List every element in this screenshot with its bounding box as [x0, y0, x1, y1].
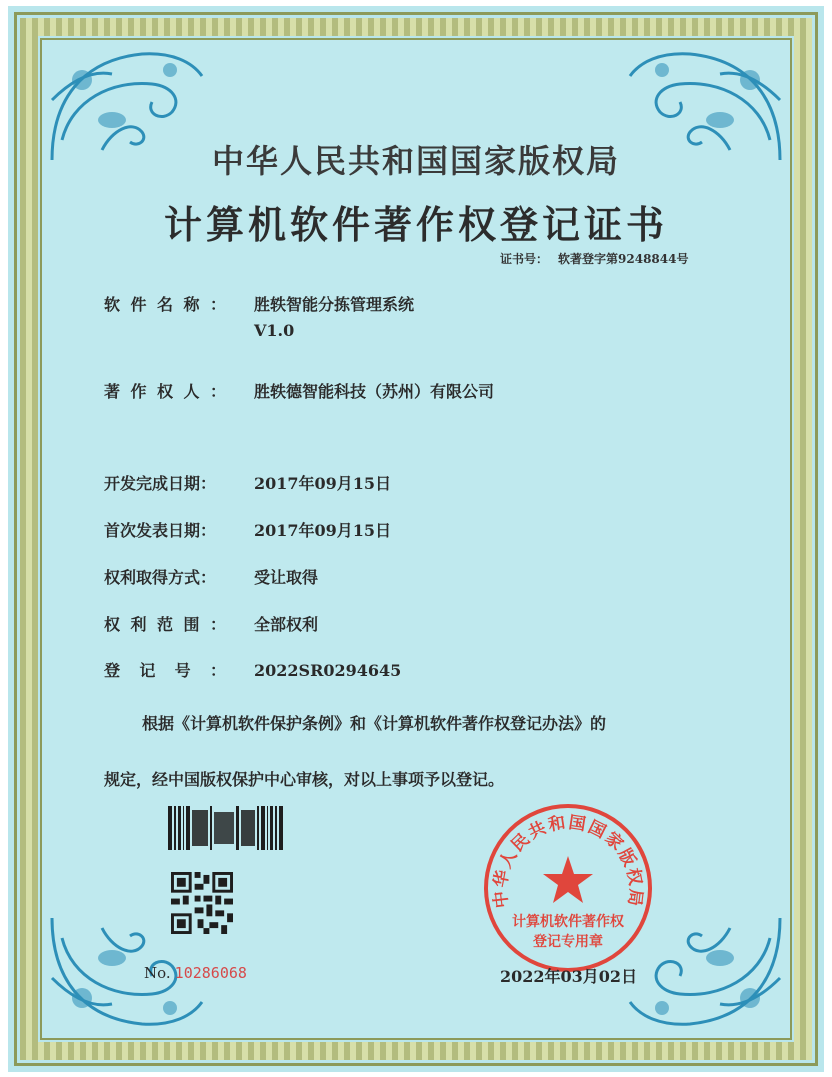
field-value: 2022SR0294645	[254, 661, 402, 680]
serial-number	[144, 964, 247, 982]
cert-no-label: 证书号：	[500, 252, 549, 266]
field-registration-no	[104, 658, 401, 681]
cert-no-value: 软著登字第9248844号	[558, 252, 689, 266]
statement-line-2: 规定，经中国版权保护中心审核，对以上事项予以登记。	[104, 770, 505, 789]
certificate	[8, 6, 824, 1072]
registration-statement	[104, 696, 724, 808]
seal-center-line-1: 计算机软件著作权	[512, 914, 624, 930]
field-value: 受让取得	[254, 568, 319, 587]
field-label: 首次发表日期：	[104, 521, 217, 540]
statement-line-1: 根据《计算机软件保护条例》和《计算机软件著作权登记办法》的	[142, 714, 607, 733]
field-value: 2017年09月15日	[254, 474, 392, 493]
field-label: 登记号：	[104, 661, 226, 680]
authority-title: 中华人民共和国国家版权局	[211, 142, 620, 180]
field-label: 权利取得方式：	[104, 568, 217, 587]
field-label: 权利范围：	[104, 615, 226, 634]
field-value: 2017年09月15日	[254, 521, 392, 540]
field-copyright-owner	[104, 379, 494, 402]
field-value: 胜轶德智能科技（苏州）有限公司	[254, 382, 495, 401]
qr-code-icon	[171, 872, 233, 934]
seal-star-icon	[543, 856, 593, 903]
field-acquisition-method	[104, 565, 318, 588]
field-value: 胜轶智能分拣管理系统	[254, 295, 415, 314]
field-dev-complete-date	[104, 471, 391, 494]
field-software-name	[104, 292, 414, 340]
software-version: V1.0	[254, 321, 295, 340]
certificate-title: 计算机软件著作权登记证书	[163, 202, 668, 247]
field-label: 软件名称：	[104, 295, 226, 314]
barcode-icon	[168, 806, 283, 850]
field-label: 开发完成日期：	[104, 474, 217, 493]
serial-label: No.	[144, 964, 171, 982]
official-seal	[482, 802, 654, 974]
field-rights-scope	[104, 612, 318, 635]
certificate-number	[500, 250, 688, 267]
field-label: 著作权人：	[104, 382, 226, 401]
serial-value: 10286068	[174, 964, 247, 982]
field-value: 全部权利	[254, 615, 319, 634]
field-first-publish-date	[104, 518, 391, 541]
seal-ring-text: 中华人民共和国国家版权局	[490, 812, 646, 910]
seal-center-line-2: 登记专用章	[533, 934, 603, 950]
issue-date: 2022年03月02日	[500, 967, 638, 986]
